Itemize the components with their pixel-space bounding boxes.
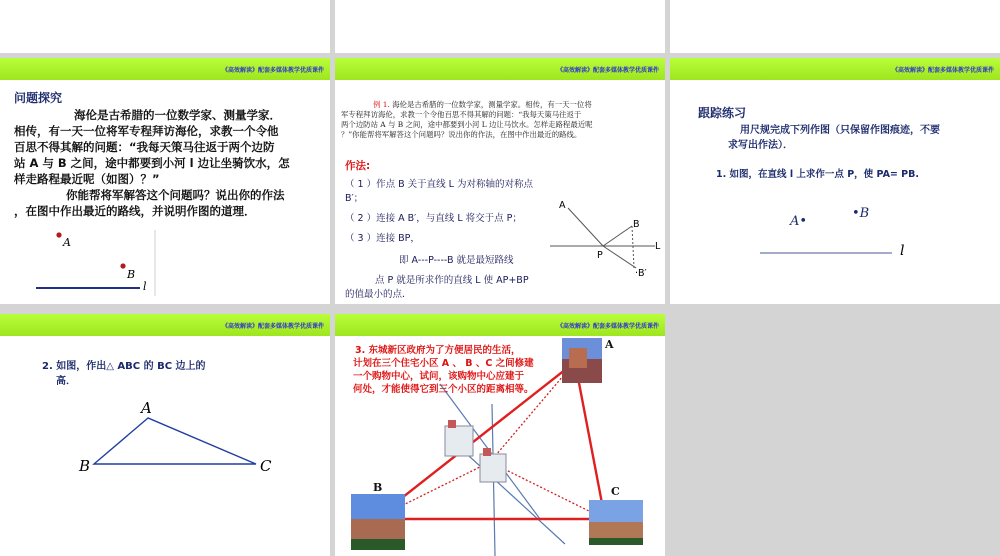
conclusion-cont: 的值最小的点． <box>345 289 412 300</box>
slide-blank-2[interactable] <box>335 0 665 53</box>
slide-example-1[interactable] <box>335 58 665 304</box>
fig-point-b: B <box>633 219 640 230</box>
district-c-label: C <box>611 485 620 498</box>
fig-line-l: L <box>655 241 661 252</box>
example-line: 军专程拜访海伦，求教一个令他百思不得其解的问题：“我每天策马往返于 <box>341 110 582 119</box>
vertex-c: C <box>260 457 272 475</box>
line-l-figure <box>670 58 1000 304</box>
method-title: 作法: <box>345 160 371 172</box>
question-3 <box>353 344 563 396</box>
step-1-cont: B′； <box>345 193 364 204</box>
question-line: 3. 东城新区政府为了方便居民的生活， <box>355 345 521 356</box>
example-label: 例 1. <box>373 100 390 109</box>
text-line: 海伦是古希腊的一位数学家、测量学家． <box>74 108 281 122</box>
step-2: （ 2 ）连接 A B′，与直线 L 将交于点 P； <box>345 213 522 224</box>
question-line: 2. 如图，作出△ ABC 的 BC 边上的 <box>42 361 206 372</box>
shortest-path: 即 A---P----B 就是最短路线 <box>399 255 514 266</box>
instruction-line: 用尺规完成下列作图（只保留作图痕迹，不要 <box>740 125 940 136</box>
question-1: 1. 如图，在直线 l 上求作一点 P，使 PA= PB. <box>716 169 919 180</box>
instruction-line: 求写出作法）． <box>728 140 793 151</box>
point-a-label: A <box>63 236 71 249</box>
question-line: 何处，才能使得它到三个小区的距离相等。 <box>353 384 534 395</box>
slide-heading: 跟踪练习 <box>698 106 747 120</box>
banner-tag: 《高效解读》配套多媒体教学优质课件 <box>556 323 659 330</box>
example-line: 海伦是古希腊的一位数学家，测量学家。相传，有一天一位将 <box>392 100 592 109</box>
text-line: 样走路程最近呢（如图）？” <box>14 172 160 186</box>
conclusion: 点 P 就是所求作的直线 L 使 AP+BP <box>375 275 529 286</box>
symmetry-figure <box>335 58 665 304</box>
slide-blank-3[interactable] <box>670 0 1000 53</box>
example-line: 两个边防站 A 与 B 之间，途中都要到小河 L 边让马饮水。怎样走路程最近呢 <box>341 120 593 129</box>
banner-tag: 《高效解读》配套多媒体教学优质课件 <box>556 67 659 74</box>
question-line: 高． <box>56 376 76 387</box>
question-line: 计划在三个住宅小区 A 、 B 、C 之间修建 <box>353 358 534 369</box>
point-b: •B <box>852 206 870 221</box>
triangle-abc <box>0 314 330 556</box>
slide-shopping-center[interactable] <box>335 314 665 556</box>
fig-point-b-prime: ·B′ <box>635 268 647 279</box>
slide-follow-up-practice[interactable] <box>670 58 1000 304</box>
step-1: （ 1 ）作点 B 关于直线 L 为对称轴的对称点 <box>345 179 533 190</box>
slide-triangle-altitude[interactable] <box>0 314 330 556</box>
text-line: 相传，有一天一位将军专程拜访海伦，求教一个令他 <box>14 124 279 138</box>
slide-heading: 问题探究 <box>14 91 63 105</box>
line-l-label: l <box>143 280 147 293</box>
banner-tag: 《高效解读》配套多媒体教学优质课件 <box>221 67 324 74</box>
text-line: 你能帮将军解答这个问题吗？说出你的作法 <box>66 188 285 202</box>
district-b-label: B <box>373 481 383 494</box>
line-l-label: l <box>900 243 905 259</box>
step-3: （ 3 ）连接 BP， <box>345 233 420 244</box>
text-line: ，在图中作出最近的路线，并说明作图的道理． <box>14 204 256 218</box>
point-b-label: B <box>127 268 136 281</box>
example-line: ？”你能帮将军解答这个问题吗？说出你的作法，在图中作出最近的路线。 <box>341 130 582 139</box>
point-a: A• <box>790 214 808 229</box>
text-line: 站 A 与 B 之间，途中都要到小河 l 边让坐骑饮水，怎 <box>14 156 290 170</box>
fig-point-p: P <box>597 250 603 261</box>
banner-tag: 《高效解读》配套多媒体教学优质课件 <box>221 323 324 330</box>
question-line: 一个购物中心，试问，该购物中心应建于 <box>353 371 525 382</box>
text-line: 百思不得其解的问题：“我每天策马往返于两个边防 <box>14 140 275 154</box>
fig-point-a: A <box>559 200 566 211</box>
slide-blank-1[interactable] <box>0 0 330 53</box>
river-figure <box>0 58 330 304</box>
empty-slot <box>670 314 1000 556</box>
district-a-label: A <box>605 338 614 351</box>
banner-tag: 《高效解读》配套多媒体教学优质课件 <box>891 67 994 74</box>
slide-problem-exploration[interactable] <box>0 58 330 304</box>
vertex-a: A <box>141 399 152 417</box>
vertex-b: B <box>79 457 91 475</box>
